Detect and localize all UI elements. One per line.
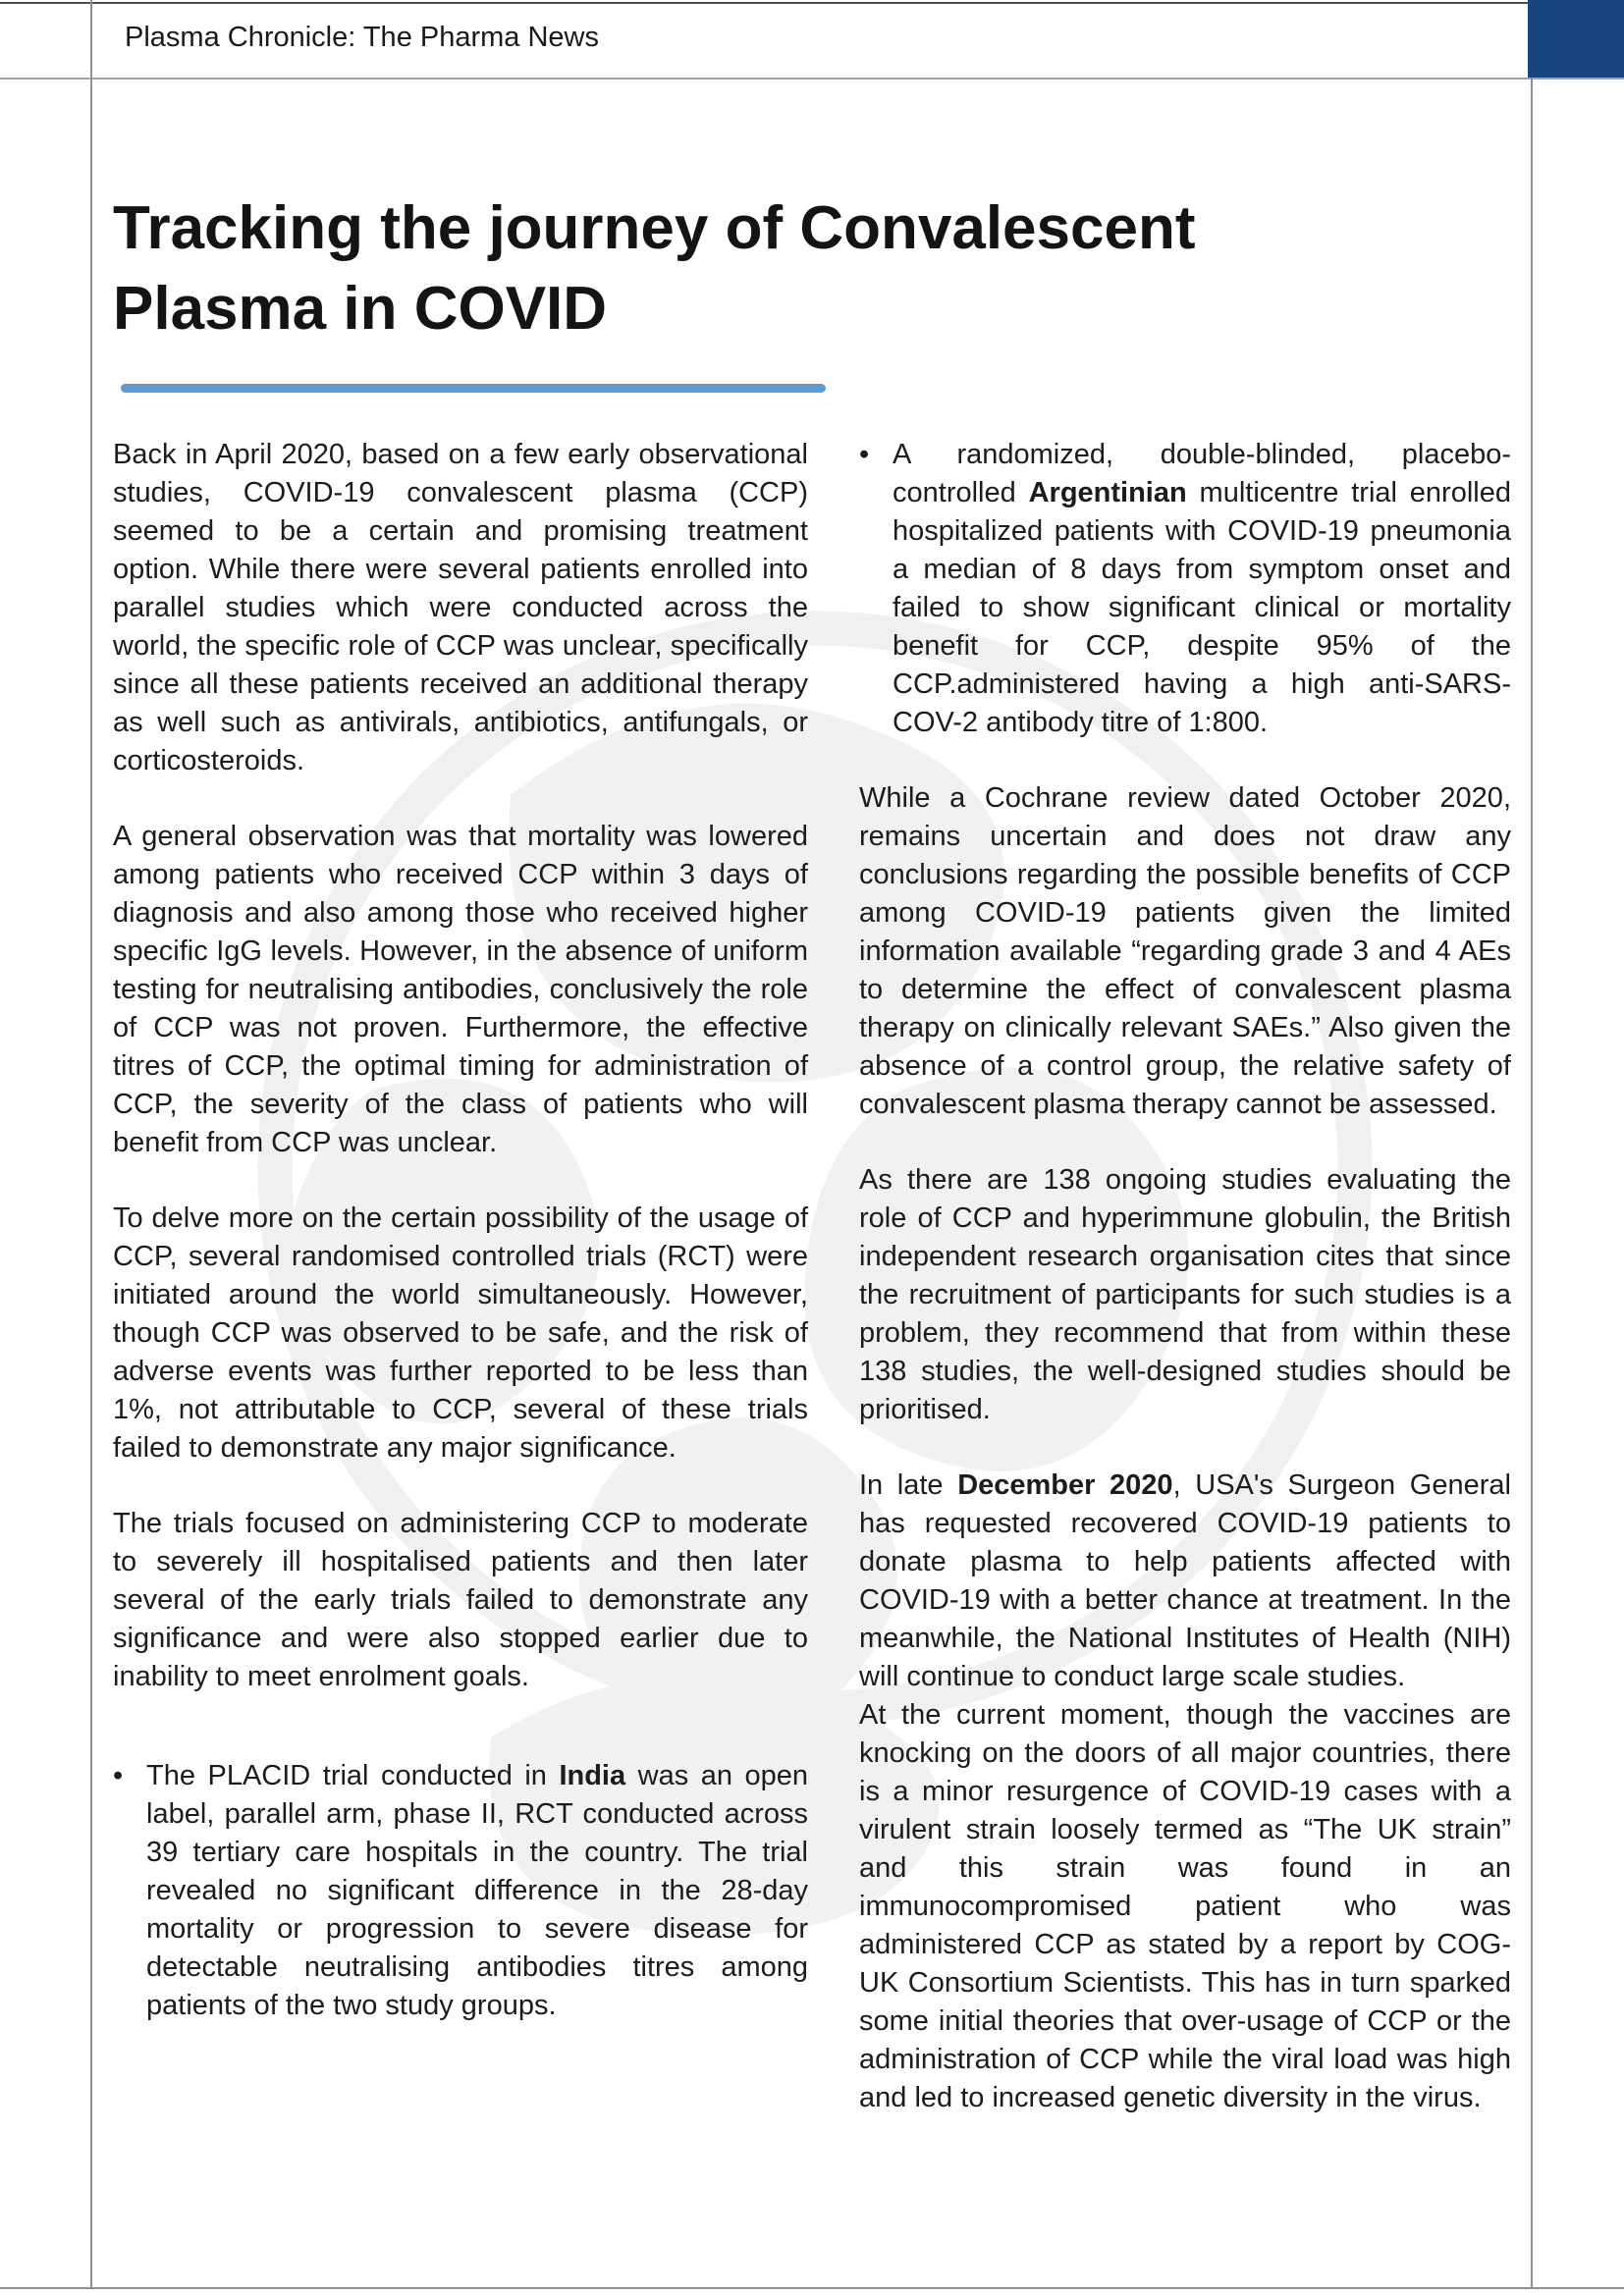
bullet-text-pre: A randomized, double-blinded, placebo-controlled [893,438,1511,508]
bullet-text-post: was an open label, parallel arm, phase II, RCT conducted across 39 tertiary care hospitals in the country. The trial revealed no significant difference in the 28-day mortality or progression to severe disease for detectable neutralising antibodies titres among patients of the two study groups. [146,1759,808,2021]
paragraph-text-pre: In late [859,1468,958,1501]
paragraph: At the current moment, though the vaccines are knocking on the doors of all major countries, there is a minor resurgence of COVID-19 cases with a virulent strain loosely termed as “The UK strain” and this strain was found in an immunocompromised patient who was administered CCP as stated by a report by COG-UK Consortium Scientists. This has in turn sparked some initial theories that over-usage of CCP or the administration of CCP while the viral load was high and led to increased genetic diversity in the virus. [859,1698,1511,2113]
paragraph: As there are 138 ongoing studies evaluating the role of CCP and hyperimmune globulin, the British independent research organisation cites that since the recruitment of participants for such studies is a problem, they recommend that from within these 138 studies, the well-designed studies should be prioritised. [859,1163,1511,1425]
bullet-item-argentinian-trial [859,436,1511,742]
page-border-right [1531,78,1533,2289]
page-border-top [0,2,1624,4]
article-title: Tracking the journey of Convalescent Plasma in COVID [113,194,1196,344]
page-border-left [90,0,92,2289]
right-column [859,436,1511,2155]
article [113,188,1513,2155]
bullet-text-post: multicentre trial enrolled hospitalized patients with COVID-19 pneumonia a median of 8 days from symptom onset and failed to show significant clinical or mortality benefit for CCP, despite 95% of the CCP.administered having a high anti-SARS-COV-2 antibody titre of 1:800. [893,476,1511,738]
paragraph-text-post: , USA's Surgeon General has requested recovered COVID-19 patients to donate plasma to help patients affected with COVID-19 with a better chance at treatment. In the meanwhile, the National Institutes of Health (NIH) will continue to conduct large scale studies. [859,1468,1511,1692]
paragraph: A general observation was that mortality was lowered among patients who received CCP within 3 days of diagnosis and also among those who received higher specific IgG levels. However, in the absence of uniform testing for neutralising antibodies, conclusively the role of CCP was not proven. Furthermore, the effective titres of CCP, the optimal timing for administration of CCP, the severity of the class of patients who will benefit from CCP was unclear. [113,820,808,1158]
article-columns [113,436,1513,2155]
bold-text-india: India [559,1759,626,1791]
newsletter-name: Plasma Chronicle: The Pharma News [125,22,599,53]
paragraph: To delve more on the certain possibility of the usage of CCP, several randomised controlled trials (RCT) were initiated around the world simultaneously. However, though CCP was observed to be safe, and the risk of adverse events was further reported to be less than 1%, not attributable to CCP, several of these trials failed to demonstrate any major significance. [113,1201,808,1464]
title-underline [121,384,826,393]
bullet-text-pre: The PLACID trial conducted in [146,1759,560,1791]
paragraph: Back in April 2020, based on a few early observational studies, COVID-19 convalescent plasma (CCP) seemed to be a certain and promising treatment option. While there were several patients enrolled into parallel studies which were conducted across the world, the specific role of CCP was unclear, specifically since all these patients received an additional therapy as well such as antivirals, antibiotics, antifungals, or corticosteroids. [113,438,808,776]
left-column [113,436,808,2155]
header-accent-square [1528,0,1624,78]
header-divider [0,78,1624,80]
bullet-marker [113,1757,146,2025]
paragraph: While a Cochrane review dated October 2020, remains uncertain and does not draw any conclusions regarding the possible benefits of CCP among COVID-19 patients given the limited information available “regarding grade 3 and 4 AEs to determine the effect of convalescent plasma therapy on clinically relevant SAEs.” Also given the absence of a control group, the relative safety of convalescent plasma therapy cannot be assessed. [859,781,1511,1120]
page-border-bottom [0,2287,1624,2289]
bullet-item-placid-trial [113,1757,808,2025]
paragraph [859,1467,1511,1696]
paragraph: The trials focused on administering CCP to moderate to severely ill hospitalised patients and then later several of the early trials failed to demonstrate any significance and were also stopped earlier due to inability to meet enrolment goals. [113,1507,808,1692]
bullet-marker [859,436,893,742]
bullet-text [893,436,1511,742]
bold-text-argentinian: Argentinian [1028,476,1187,508]
bold-text-december-2020: December 2020 [957,1468,1173,1501]
bullet-text [146,1757,808,2025]
